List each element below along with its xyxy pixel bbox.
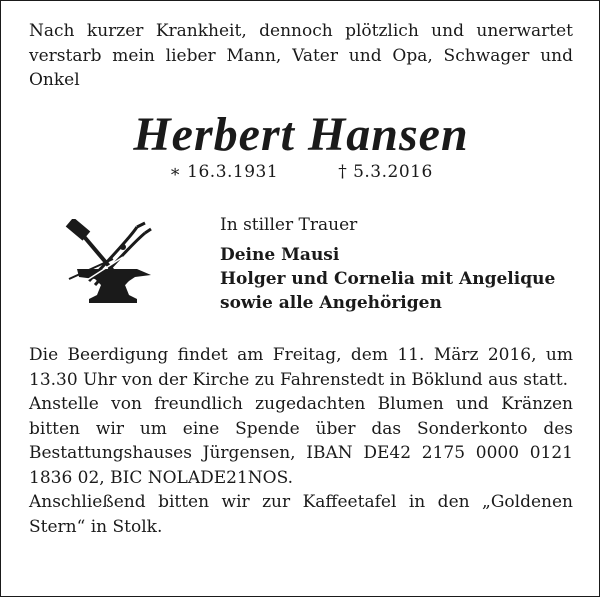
mourner-line: Deine Mausi: [220, 245, 340, 265]
deceased-name: Herbert Hansen: [133, 108, 469, 161]
signoff-block: [220, 213, 580, 315]
birth-date: ∗ 16.3.1931: [169, 162, 279, 182]
blacksmith-anvil-hammer-tongs-icon: [59, 219, 159, 309]
mourner-line: Holger und Cornelia mit Angelique: [220, 269, 556, 289]
intro-text: Nach kurzer Krankheit, dennoch plötzlich und unerwartet verstarb mein lieber Mann, Vater und Opa, Schwager und Onkel: [29, 21, 573, 90]
reception-paragraph: Anschließend bitten wir zur Kaffeetafel in den „Goldenen Stern“ in Stolk.: [29, 492, 573, 537]
life-dates: [1, 161, 600, 183]
funeral-paragraph: Die Beerdigung findet am Freitag, dem 11. März 2016, um 13.30 Uhr von der Kirche zu Fahrenstedt in Böklund aus statt.: [29, 345, 573, 390]
notice-body: [29, 343, 573, 539]
death-date: † 5.3.2016: [338, 162, 433, 182]
signoff-lead: In stiller Trauer: [220, 215, 358, 235]
donation-paragraph: Anstelle von freundlich zugedachten Blumen und Kränzen bitten wir um eine Spende über das Sonderkonto des Bestattungshauses Jürgensen, IBAN DE42 2175 0000 0121 1836 02, BIC NOLADE21NOS.: [29, 394, 573, 488]
mourner-line: sowie alle Angehörigen: [220, 293, 442, 313]
